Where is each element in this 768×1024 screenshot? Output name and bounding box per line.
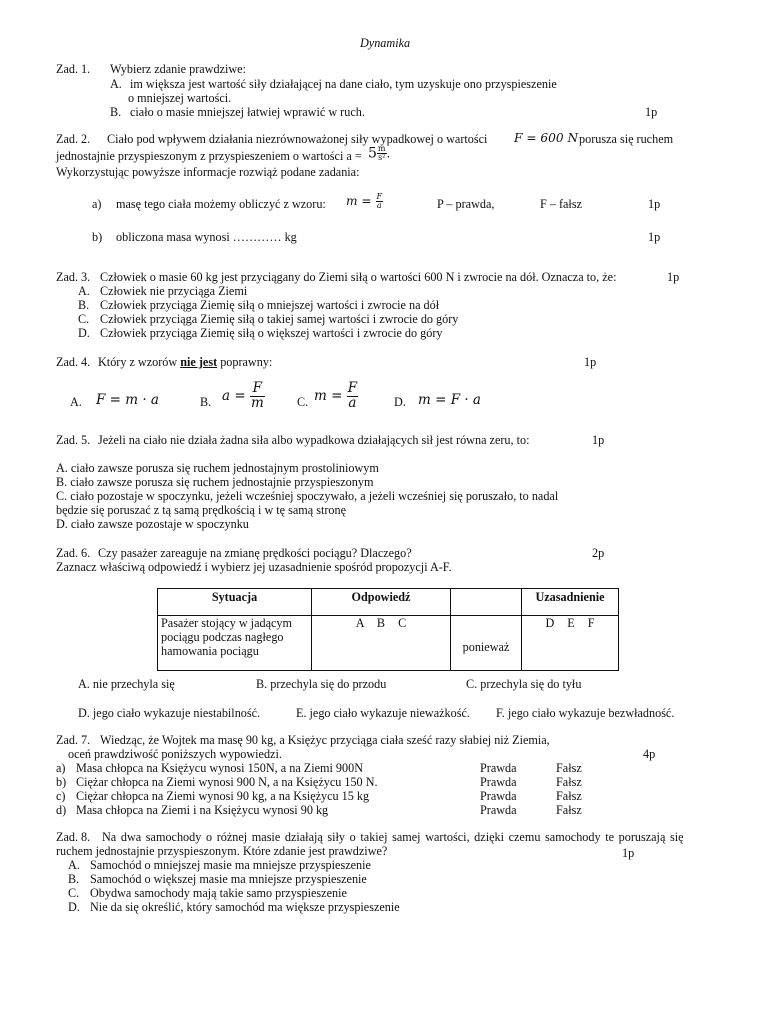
answer-option: C. przechyla się do tyłu <box>466 677 582 691</box>
option-text: Człowiek przyciąga Ziemię siłą o takiej samej wartości i zwrocie do góry <box>100 312 459 326</box>
option-text: D. ciało zawsze pozostaje w spoczynku <box>56 517 249 531</box>
emphasis: nie jest <box>180 355 218 369</box>
task-text: Który z wzorów nie jest poprawny: <box>98 355 273 369</box>
false-option[interactable]: Fałsz <box>556 789 582 803</box>
option-letter: B. <box>110 105 122 119</box>
true-label: P – prawda, <box>437 197 495 211</box>
statement-text: Masa chłopca na Księżycu wynosi 150N, a na Ziemi 900N <box>76 761 364 775</box>
task-label: Zad. 8. <box>56 830 91 844</box>
table-header-row <box>158 589 619 616</box>
option-text: Samochód o mniejszej masie ma mniejsze przyspieszenie <box>90 858 371 872</box>
option-text: Człowiek nie przyciąga Ziemi <box>100 284 248 298</box>
option-text: C. ciało pozostaje w spoczynku, jeżeli wcześniej spoczywało, a jeżeli wcześniej się poruszało, to nadal <box>56 489 559 503</box>
statement-text: Ciężar chłopca na Ziemi wynosi 90 kg, a na Księżycu 15 kg <box>76 789 370 803</box>
mass-formula: m = $\frac{F}{a}$ <box>346 192 383 210</box>
task-label: Zad. 7. <box>56 733 91 747</box>
option-text: Człowiek przyciąga Ziemię siłą o mniejszej wartości i zwrocie na dół <box>100 298 440 312</box>
answer-option: B. przechyla się do przodu <box>256 677 387 691</box>
subtask-label: a) <box>92 197 102 211</box>
option-letter: A. <box>70 395 82 409</box>
points-badge: 1p <box>667 270 680 284</box>
task-label: Zad. 6. <box>56 546 91 560</box>
statement-letter: b) <box>56 775 67 789</box>
true-option[interactable]: Prawda <box>480 775 517 789</box>
option-letter: C. <box>297 395 309 409</box>
points-badge: 1p <box>592 433 605 447</box>
points-badge: 4p <box>643 747 656 761</box>
task-prompt: Wybierz zdanie prawdziwe: <box>110 62 246 76</box>
task-text: oceń prawdziwość poniższych wypowiedzi. <box>68 747 282 761</box>
option-letter: C. <box>78 312 90 326</box>
formula-a: F = m · a <box>96 392 159 408</box>
justification-option: F. jego ciało wykazuje bezwładność. <box>496 706 675 720</box>
option-text: Człowiek przyciąga Ziemię siłą o większej wartości i zwrocie do góry <box>100 326 443 340</box>
task-text: Wiedząc, że Wojtek ma masę 90 kg, a Księżyc przyciąga ciała sześć razy słabiej niż Ziemia, <box>100 733 550 747</box>
task-label: Zad. 2. <box>56 132 91 146</box>
task-text: Czy pasażer zareaguje na zmianę prędkości pociągu? Dlaczego? <box>98 546 412 560</box>
justification-option: D. jego ciało wykazuje niestabilność. <box>78 706 261 720</box>
situation-table <box>157 588 619 671</box>
task-instruction: Zaznacz właściwą odpowiedź i wybierz jej uzasadnienie spośród propozycji A-F. <box>56 560 452 574</box>
task-text: Człowiek o masie 60 kg jest przyciągany do Ziemi siłą o wartości 600 N i zwrocie na dół. Oznacza to, że: <box>100 270 617 284</box>
statement-letter: c) <box>56 789 66 803</box>
option-text: Obydwa samochody mają takie samo przyspieszenie <box>90 886 347 900</box>
task-text: Na dwa samochody o różnej masie działają siły o takiej samej wartości, dzięki czemu samochody te poruszają się <box>102 830 684 844</box>
task-label: Zad. 5. <box>56 433 91 447</box>
answer-option: A. nie przechyla się <box>78 677 175 691</box>
false-option[interactable]: Fałsz <box>556 761 582 775</box>
task-text: jednostajnie przyspieszonym z przyspieszeniem o wartości a = <box>56 149 362 163</box>
statement-text: Ciężar chłopca na Ziemi wynosi 900 N, a na Księżycu 150 N. <box>76 775 378 789</box>
option-text: A. ciało zawsze porusza się ruchem jednostajnym prostoliniowym <box>56 461 379 475</box>
points-badge: 1p <box>584 355 597 369</box>
option-text: ciało o masie mniejszej łatwiej wprawić w ruch. <box>130 105 365 119</box>
task-text: Ciało pod wpływem działania niezrównoważonej siły wypadkowej o wartości <box>107 132 488 146</box>
task-text: Wykorzystując powyższe informacje rozwiąż podane zadania: <box>56 165 360 179</box>
justification-options-cell[interactable]: D E F <box>522 616 619 671</box>
option-letter: D. <box>394 395 406 409</box>
subtask-text: obliczona masa wynosi ………… kg <box>116 230 297 244</box>
option-letter: A. <box>68 858 80 872</box>
points-badge: 2p <box>592 546 605 560</box>
answer-options-cell[interactable]: A B C <box>312 616 451 671</box>
formula-d: m = F · a <box>418 392 481 408</box>
subtask-label: b) <box>92 230 103 244</box>
justification-option: E. jego ciało wykazuje nieważkość. <box>296 706 470 720</box>
statement-text: Masa chłopca na Ziemi i na Księżycu wynosi 90 kg <box>76 803 329 817</box>
option-text: Samochód o większej masie ma mniejsze przyspieszenie <box>90 872 367 886</box>
formula-b: a = $\frac{F}{m}$ <box>222 380 264 411</box>
option-text: im większa jest wartość siły działającej na dane ciało, tym uzyskuje ono przyspieszenie <box>130 77 557 91</box>
task-text: Jeżeli na ciało nie działa żadna siła albo wypadkowa działających sił jest równa zeru, to: <box>98 433 530 447</box>
true-option[interactable]: Prawda <box>480 761 517 775</box>
table-row <box>158 616 619 671</box>
situation-cell: Pasażer stojący w jadącym pociągu podczas nagłego hamowania pociągu <box>158 616 312 671</box>
points-badge: 1p <box>648 197 661 211</box>
true-option[interactable]: Prawda <box>480 803 517 817</box>
statement-letter: d) <box>56 803 67 817</box>
option-letter: B. <box>78 298 90 312</box>
option-letter: A. <box>78 284 90 298</box>
task-text: porusza się ruchem <box>579 132 674 146</box>
points-badge: 1p <box>645 105 658 119</box>
option-letter: D. <box>78 326 90 340</box>
task-label: Zad. 4. <box>56 355 91 369</box>
because-cell: ponieważ <box>451 616 522 671</box>
page-title: Dynamika <box>360 36 411 50</box>
option-text: Nie da się określić, który samochód ma większe przyspieszenie <box>90 900 400 914</box>
statement-letter: a) <box>56 761 66 775</box>
false-option[interactable]: Fałsz <box>556 775 582 789</box>
option-letter: B. <box>68 872 80 886</box>
subtask-text: masę tego ciała możemy obliczyć z wzoru: <box>116 197 326 211</box>
option-letter: B. <box>200 395 212 409</box>
header-justification: Uzasadnienie <box>522 589 619 616</box>
option-text-continued: będzie się poruszać z tą samą prędkością i w tę samą stronę <box>56 503 347 517</box>
option-text-continued: o mniejszej wartości. <box>128 91 232 105</box>
option-letter: D. <box>68 900 80 914</box>
points-badge: 1p <box>622 846 635 860</box>
header-answer: Odpowiedź <box>312 589 451 616</box>
task-label: Zad. 1. <box>56 62 91 76</box>
acceleration-value: 5 $\frac{m}{\text{s²}}$ . <box>368 144 391 162</box>
formula-c: m = $\frac{F}{a}$ <box>314 380 358 411</box>
header-empty <box>451 589 522 616</box>
points-badge: 1p <box>648 230 661 244</box>
header-situation: Sytuacja <box>158 589 312 616</box>
option-letter: C. <box>68 886 80 900</box>
task-label: Zad. 3. <box>56 270 91 284</box>
false-label: F – fałsz <box>540 197 582 211</box>
task-text: ruchem jednostajnie przyspieszonym. Które zdanie jest prawdziwe? <box>56 844 388 858</box>
true-option[interactable]: Prawda <box>480 789 517 803</box>
option-text: B. ciało zawsze porusza się ruchem jednostajnie przyspieszonym <box>56 475 374 489</box>
option-letter: A. <box>110 77 122 91</box>
force-equation: F = 600 N <box>514 131 579 145</box>
false-option[interactable]: Fałsz <box>556 803 582 817</box>
